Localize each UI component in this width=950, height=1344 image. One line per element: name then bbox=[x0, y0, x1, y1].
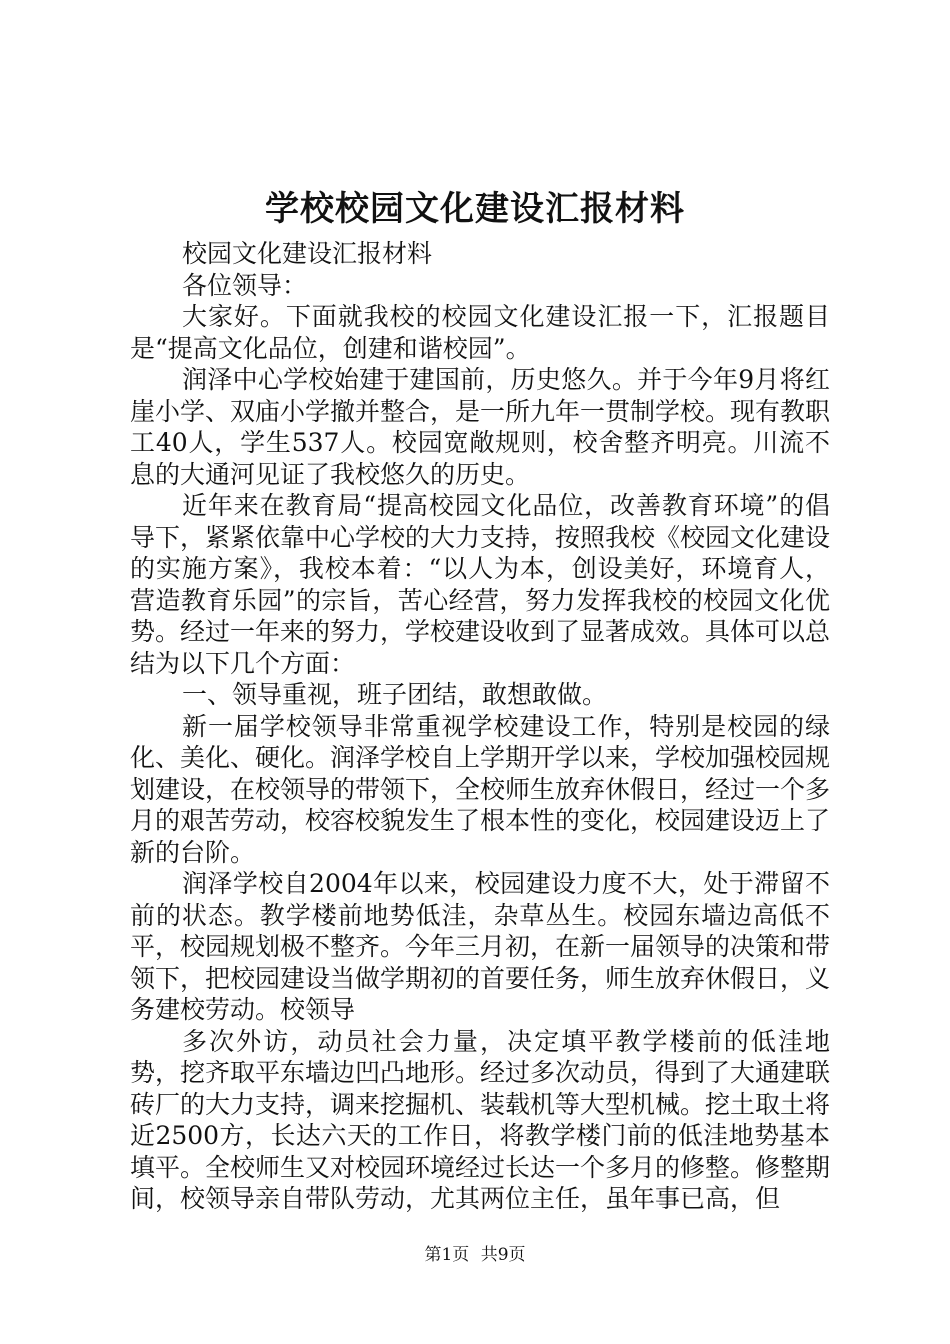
footer-current-page: 第1页 bbox=[424, 1245, 470, 1265]
paragraph-outreach: 多次外访，动员社会力量，决定填平教学楼前的低洼地势，挖齐取平东墙边凹凸地形。经过多次动员，得到了大通建联砖厂的大力支持，调来挖掘机、装载机等大型机械。挖土取土将近2500方，长达六天的工作日，将教学楼门前的低洼地势基本填平。全校师生又对校园环境经过长达一个多月的修整。修整期间，校领导亲自带队劳动，尤其两位主任，虽年事已高，但 bbox=[130, 1026, 831, 1213]
paragraph-section-heading: 一、领导重视，班子团结，敢想敢做。 bbox=[182, 680, 608, 709]
paragraph-school-history: 润泽中心学校始建于建国前，历史悠久。并于今年9月将红崖小学、双庙小学撤并整合，是一所九年一贯制学校。现有教职工40人，学生537人。校园宽敞规则，校舍整齐明亮。川流不息的大通河见证了我校悠久的历史。 bbox=[130, 365, 831, 489]
paragraph-salutation: 各位领导： bbox=[182, 270, 308, 300]
paragraph-intro: 大家好。下面就我校的校园文化建设汇报一下，汇报题目是“提高文化品位，创建和谐校园”。 bbox=[130, 302, 830, 363]
paragraph-since-2004: 润泽学校自2004年以来，校园建设力度不大，处于滞留不前的状态。教学楼前地势低洼，杂草丛生。校园东墙边高低不平，校园规划极不整齐。今年三月初，在新一届领导的决策和带领下，把校园建设当做学期初的首要任务，师生放弃休假日，义务建校劳动。校领导 bbox=[130, 869, 831, 1024]
footer-total-pages: 共9页 bbox=[480, 1245, 526, 1265]
paragraph-subtitle: 校园文化建设汇报材料 bbox=[182, 239, 433, 268]
page-footer bbox=[0, 1243, 950, 1267]
document-title: 学校校园文化建设汇报材料 bbox=[265, 189, 685, 229]
paragraph-recent-years: 近年来在教育局“提高校园文化品位，改善教育环境”的倡导下，紧紧依靠中心学校的大力支持，按照我校《校园文化建设的实施方案》，我校本着：“以人为本，创设美好，环境育人，营造教育乐园”的宗旨，苦心经营，努力发挥我校的校园文化优势。经过一年来的努力，学校建设收到了显著成效。具体可以总结为以下几个方面： bbox=[130, 491, 831, 678]
document-body bbox=[130, 238, 830, 1215]
paragraph-leadership: 新一届学校领导非常重视学校建设工作，特别是校园的绿化、美化、硬化。润泽学校自上学期开学以来，学校加强校园规划建设，在校领导的带领下，全校师生放弃休假日，经过一个多月的艰苦劳动，校容校貌发生了根本性的变化，校园建设迈上了新的台阶。 bbox=[130, 711, 831, 867]
